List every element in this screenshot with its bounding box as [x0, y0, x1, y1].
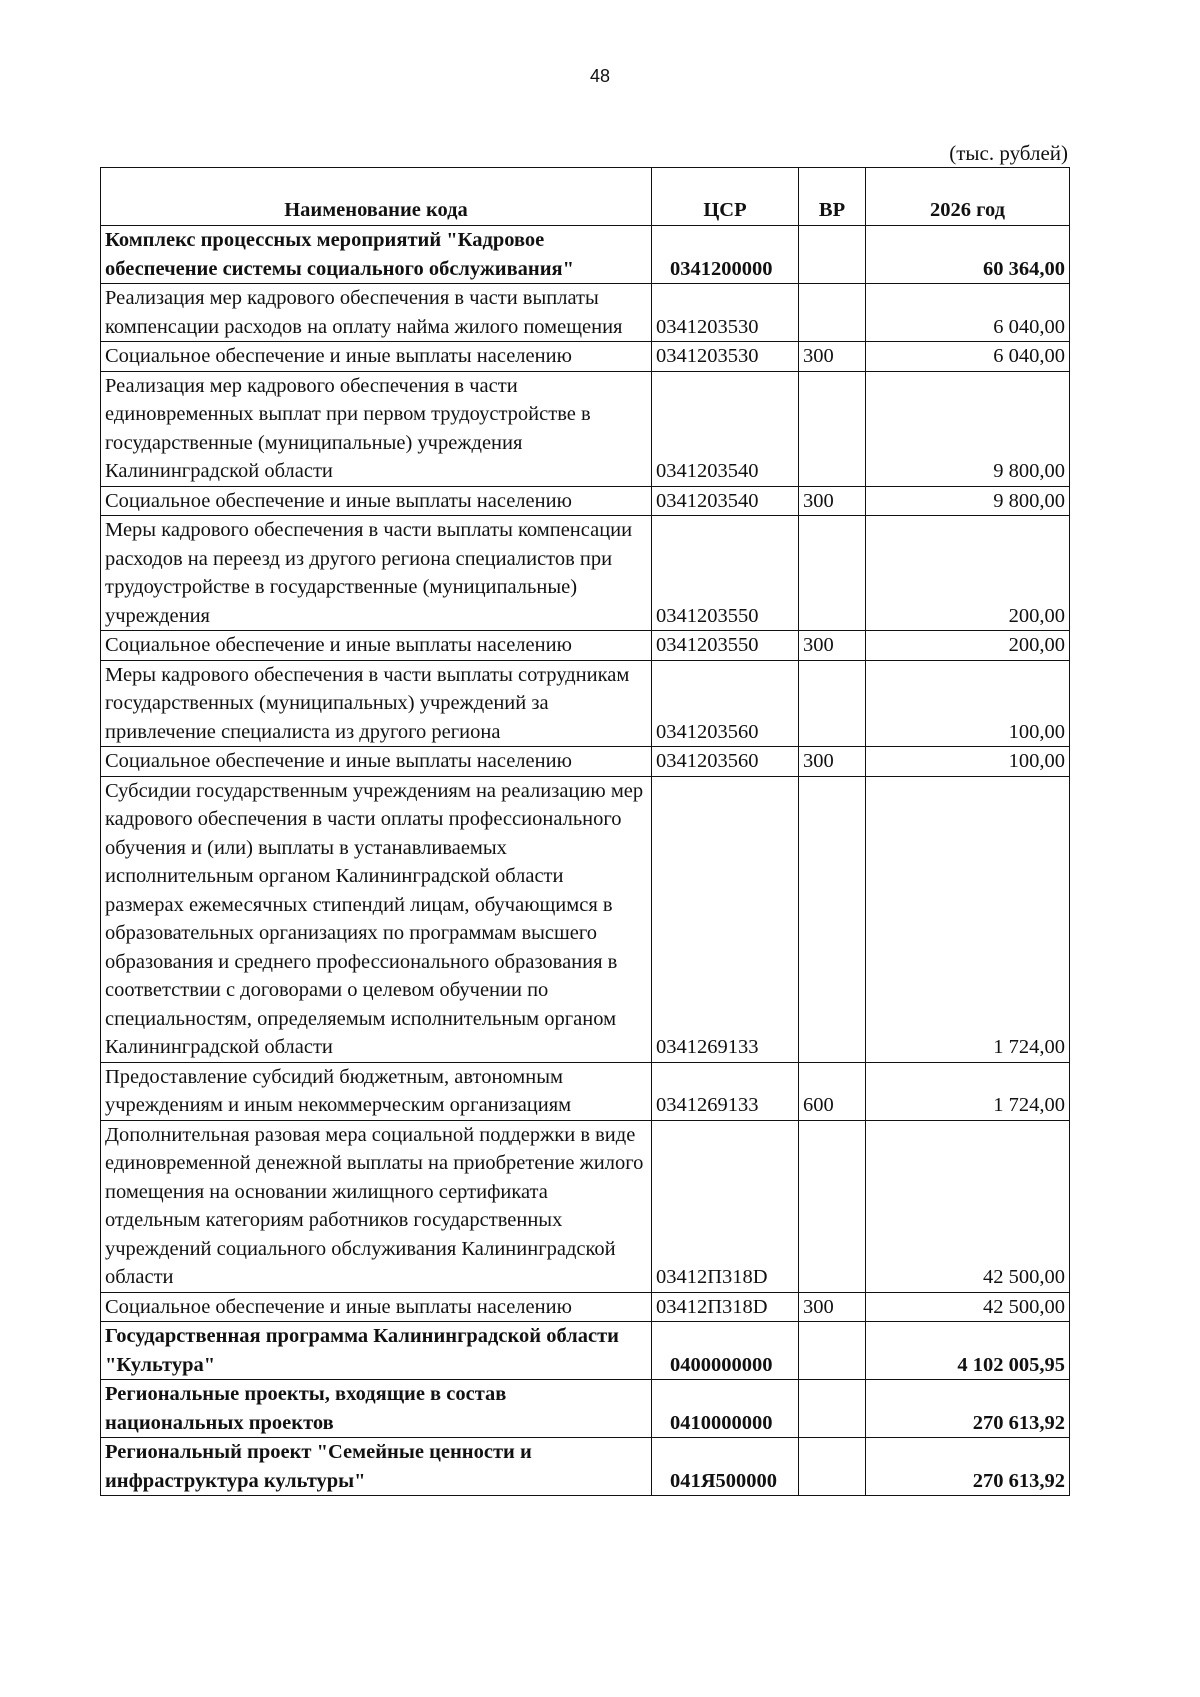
row-name-cell: Реализация мер кадрового обеспечения в части выплаты компенсации расходов на оплату найма жилого помещения	[101, 284, 652, 342]
units-label: (тыс. рублей)	[949, 141, 1068, 165]
row-name-cell: Региональные проекты, входящие в состав национальных проектов	[101, 1380, 652, 1438]
row-amount-cell: 1 724,00	[866, 776, 1070, 1062]
row-csr-cell: 041Я500000	[652, 1438, 799, 1496]
row-csr-cell: 0341203550	[652, 516, 799, 631]
row-csr-cell: 03412П318D	[652, 1120, 799, 1292]
row-vr-cell	[799, 516, 866, 631]
row-vr-cell	[799, 371, 866, 486]
table-row	[101, 1322, 1070, 1380]
row-name-cell: Комплекс процессных мероприятий "Кадровое обеспечение системы социального обслуживания"	[101, 226, 652, 284]
row-amount-cell: 200,00	[866, 631, 1070, 661]
table-body	[101, 226, 1070, 1496]
row-name-cell: Дополнительная разовая мера социальной поддержки в виде единовременной денежной выплаты на приобретение жилого помещения на основании жилищного сертификата отдельным категориям работников государственных учреждений социального обслуживания Калининградской области	[101, 1120, 652, 1292]
table-row	[101, 371, 1070, 486]
row-vr-cell	[799, 1438, 866, 1496]
row-name-cell: Субсидии государственным учреждениям на реализацию мер кадрового обеспечения в части оплаты профессионального обучения и (или) выплаты в устанавливаемых исполнительным органом Калининградской области размерах ежемесячных стипендий лицам, обучающимся в образовательных организациях по программам высшего образования и среднего профессионального образования в соответствии с договорами о целевом обучении по специальностям, определяемым исполнительным органом Калининградской области	[101, 776, 652, 1062]
row-csr-cell: 0400000000	[652, 1322, 799, 1380]
header-name: Наименование кода	[101, 168, 652, 226]
header-vr: ВР	[799, 168, 866, 226]
row-csr-cell: 0341203550	[652, 631, 799, 661]
row-vr-cell: 300	[799, 631, 866, 661]
row-vr-cell	[799, 1380, 866, 1438]
row-amount-cell: 6 040,00	[866, 284, 1070, 342]
row-name-cell: Меры кадрового обеспечения в части выплаты компенсации расходов на переезд из другого региона специалистов при трудоустройстве в государственные (муниципальные) учреждения	[101, 516, 652, 631]
row-amount-cell: 42 500,00	[866, 1292, 1070, 1322]
header-csr: ЦСР	[652, 168, 799, 226]
table-row	[101, 1120, 1070, 1292]
row-vr-cell: 600	[799, 1062, 866, 1120]
row-csr-cell: 03412П318D	[652, 1292, 799, 1322]
row-name-cell: Реализация мер кадрового обеспечения в части единовременных выплат при первом трудоустройстве в государственные (муниципальные) учреждения Калининградской области	[101, 371, 652, 486]
table-row	[101, 486, 1070, 516]
row-amount-cell: 270 613,92	[866, 1438, 1070, 1496]
row-vr-cell: 300	[799, 342, 866, 372]
row-csr-cell: 0341200000	[652, 226, 799, 284]
row-amount-cell: 6 040,00	[866, 342, 1070, 372]
row-csr-cell: 0341203540	[652, 371, 799, 486]
row-csr-cell: 0410000000	[652, 1380, 799, 1438]
table-row	[101, 1292, 1070, 1322]
row-csr-cell: 0341269133	[652, 1062, 799, 1120]
row-csr-cell: 0341203530	[652, 342, 799, 372]
table-header-row	[101, 168, 1070, 226]
row-vr-cell	[799, 776, 866, 1062]
row-csr-cell: 0341269133	[652, 776, 799, 1062]
row-vr-cell: 300	[799, 1292, 866, 1322]
table-row	[101, 631, 1070, 661]
row-amount-cell: 200,00	[866, 516, 1070, 631]
row-name-cell: Предоставление субсидий бюджетным, автономным учреждениям и иным некоммерческим организациям	[101, 1062, 652, 1120]
row-vr-cell	[799, 1120, 866, 1292]
row-amount-cell: 4 102 005,95	[866, 1322, 1070, 1380]
table-row	[101, 747, 1070, 777]
row-csr-cell: 0341203540	[652, 486, 799, 516]
row-amount-cell: 270 613,92	[866, 1380, 1070, 1438]
row-name-cell: Социальное обеспечение и иные выплаты населению	[101, 1292, 652, 1322]
row-name-cell: Государственная программа Калининградской области "Культура"	[101, 1322, 652, 1380]
table-row	[101, 226, 1070, 284]
row-csr-cell: 0341203530	[652, 284, 799, 342]
row-amount-cell: 9 800,00	[866, 486, 1070, 516]
row-csr-cell: 0341203560	[652, 747, 799, 777]
table-row	[101, 1062, 1070, 1120]
row-vr-cell: 300	[799, 486, 866, 516]
table-row	[101, 284, 1070, 342]
row-name-cell: Социальное обеспечение и иные выплаты населению	[101, 631, 652, 661]
row-amount-cell: 100,00	[866, 747, 1070, 777]
budget-table	[100, 167, 1070, 1496]
row-vr-cell	[799, 660, 866, 747]
table-row	[101, 776, 1070, 1062]
header-year: 2026 год	[866, 168, 1070, 226]
table-row	[101, 1380, 1070, 1438]
row-vr-cell	[799, 226, 866, 284]
row-amount-cell: 100,00	[866, 660, 1070, 747]
row-vr-cell	[799, 1322, 866, 1380]
row-name-cell: Меры кадрового обеспечения в части выплаты сотрудникам государственных (муниципальных) учреждений за привлечение специалиста из другого региона	[101, 660, 652, 747]
table-row	[101, 1438, 1070, 1496]
page-number: 48	[589, 66, 611, 86]
row-vr-cell	[799, 284, 866, 342]
row-amount-cell: 1 724,00	[866, 1062, 1070, 1120]
row-amount-cell: 9 800,00	[866, 371, 1070, 486]
row-amount-cell: 42 500,00	[866, 1120, 1070, 1292]
row-name-cell: Социальное обеспечение и иные выплаты населению	[101, 486, 652, 516]
table-row	[101, 342, 1070, 372]
row-name-cell: Региональный проект "Семейные ценности и инфраструктура культуры"	[101, 1438, 652, 1496]
row-name-cell: Социальное обеспечение и иные выплаты населению	[101, 342, 652, 372]
table-row	[101, 660, 1070, 747]
row-csr-cell: 0341203560	[652, 660, 799, 747]
row-vr-cell: 300	[799, 747, 866, 777]
row-amount-cell: 60 364,00	[866, 226, 1070, 284]
row-name-cell: Социальное обеспечение и иные выплаты населению	[101, 747, 652, 777]
table-row	[101, 516, 1070, 631]
